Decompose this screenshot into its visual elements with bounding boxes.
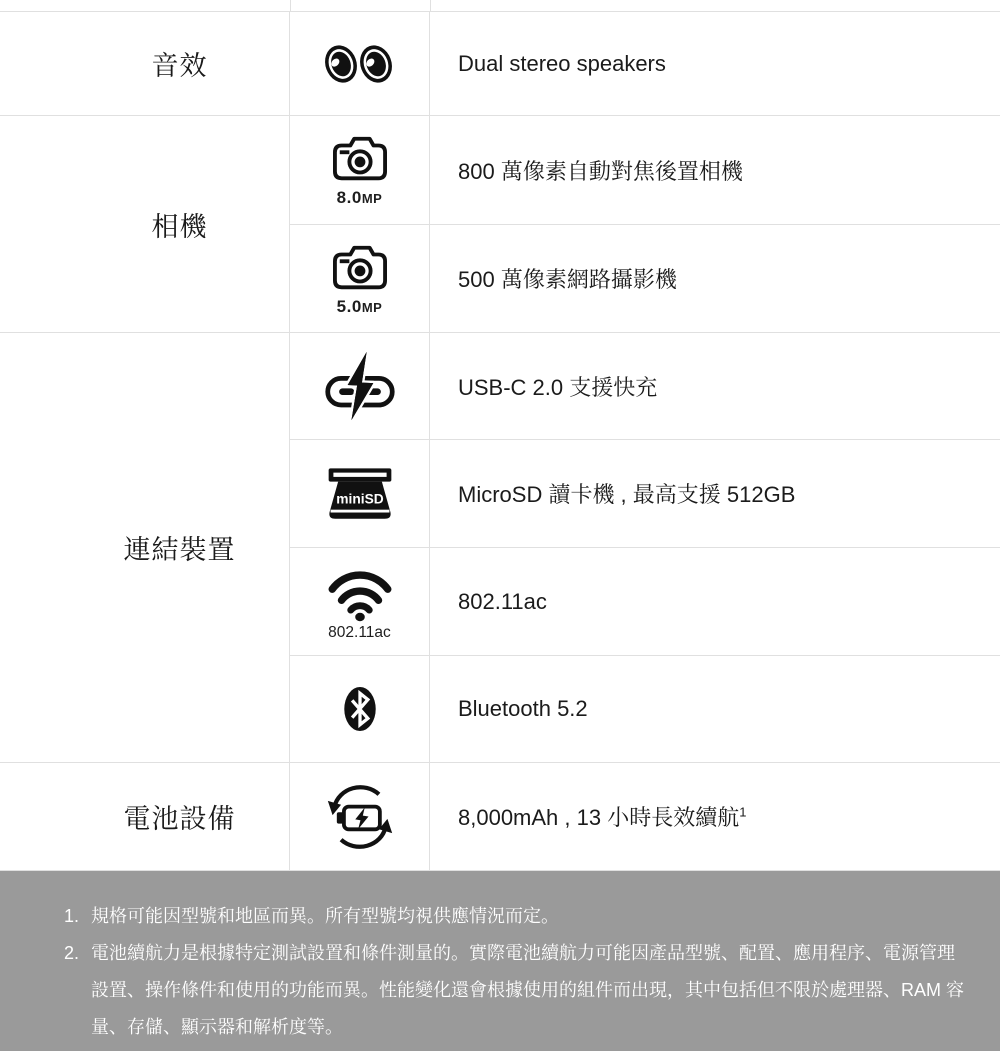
- spec-desc: [430, 116, 1000, 224]
- spec-desc: [430, 763, 1000, 870]
- spec-row-speakers: [290, 12, 1000, 115]
- spec-desc-text: 800 萬像素自動對焦後置相機: [458, 158, 743, 184]
- footnote-text: 規格可能因型號和地區而異。所有型號均視供應情況而定。: [91, 906, 559, 926]
- section-label-text: 相機: [151, 211, 208, 242]
- section-label-battery: [0, 763, 290, 870]
- table-top-strip: [0, 0, 1000, 11]
- spec-row-wifi: [290, 547, 1000, 655]
- icon-cell: [290, 333, 430, 439]
- icon-cell: [290, 116, 430, 224]
- spec-row-bluetooth: [290, 655, 1000, 762]
- battery-fast-charge-cycle-icon: [320, 782, 400, 852]
- section-label-camera: [0, 116, 290, 332]
- spec-desc-text: Dual stereo speakers: [458, 50, 666, 76]
- footnotes-panel: [0, 871, 1000, 1051]
- spec-row-microsd: [290, 439, 1000, 547]
- section-battery: [0, 762, 1000, 870]
- footnote-number: 2.: [64, 943, 80, 963]
- spec-desc: [430, 12, 1000, 115]
- camera-mp-caption: 8.0MP: [336, 188, 383, 207]
- section-label-text: 連結裝置: [123, 535, 236, 565]
- section-audio: [0, 11, 1000, 115]
- spec-row-webcam: [290, 224, 1000, 332]
- spec-desc: [430, 440, 1000, 547]
- spec-desc: [430, 548, 1000, 655]
- icon-cell: [290, 548, 430, 655]
- spec-desc-text: MicroSD 讀卡機 , 最高支援 512GB: [458, 482, 796, 507]
- icon-cell: [290, 440, 430, 547]
- spec-desc-text: 802.11ac: [458, 588, 547, 614]
- wifi-icon: [323, 562, 397, 622]
- minisd-card-reader-icon: [322, 465, 398, 523]
- footnote-number: 1.: [64, 906, 80, 926]
- spec-desc: [430, 225, 1000, 332]
- spec-desc: [430, 333, 1000, 439]
- column-divider: [430, 0, 431, 11]
- bluetooth-icon: [338, 678, 382, 740]
- footnote-1: [64, 898, 970, 935]
- spec-desc-text: 500 萬像素網路攝影機: [458, 267, 677, 292]
- section-camera: [0, 115, 1000, 332]
- footnote-text: 電池續航力是根據特定測試設置和條件測量的。實際電池續航力可能因產品型號、配置、應用程序、電源管理設置、操作條件和使用的功能而異。性能變化還會根據使用的組件而出現，其中包括但不限於處理器、RAM 容量、存儲、顯示器和解析度等。: [91, 943, 964, 1037]
- spec-row-usb: [290, 333, 1000, 439]
- icon-cell: [290, 656, 430, 762]
- icon-cell: [290, 12, 430, 115]
- dual-speakers-icon: [318, 35, 402, 93]
- spec-desc: [430, 656, 1000, 762]
- spec-desc-text: Bluetooth 5.2: [458, 696, 588, 721]
- icon-cell: [290, 225, 430, 332]
- spec-row-battery: [290, 763, 1000, 870]
- camera-mp-caption: 5.0MP: [336, 296, 383, 316]
- minisd-label: miniSD: [335, 491, 384, 506]
- wifi-standard-caption: 802.11ac: [328, 623, 391, 641]
- section-label-text: 音效: [151, 51, 208, 81]
- section-connectivity: [0, 332, 1000, 762]
- section-label-audio: [0, 12, 290, 115]
- footnote-2: [64, 935, 970, 1046]
- icon-cell: [290, 763, 430, 870]
- footnote-ref: 1: [739, 804, 747, 820]
- spec-desc-text: 8,000mAh , 13 小時長效續航$^1$: [458, 804, 747, 830]
- spec-row-rear-camera: [290, 116, 1000, 224]
- usb-c-fast-charge-icon: [320, 349, 400, 423]
- section-label-text: 電池設備: [123, 804, 236, 834]
- camera-icon: [329, 241, 391, 295]
- camera-icon: [329, 132, 391, 186]
- section-label-connectivity: [0, 333, 290, 762]
- spec-desc-text: USB-C 2.0 支援快充: [458, 374, 658, 400]
- column-divider: [290, 0, 291, 11]
